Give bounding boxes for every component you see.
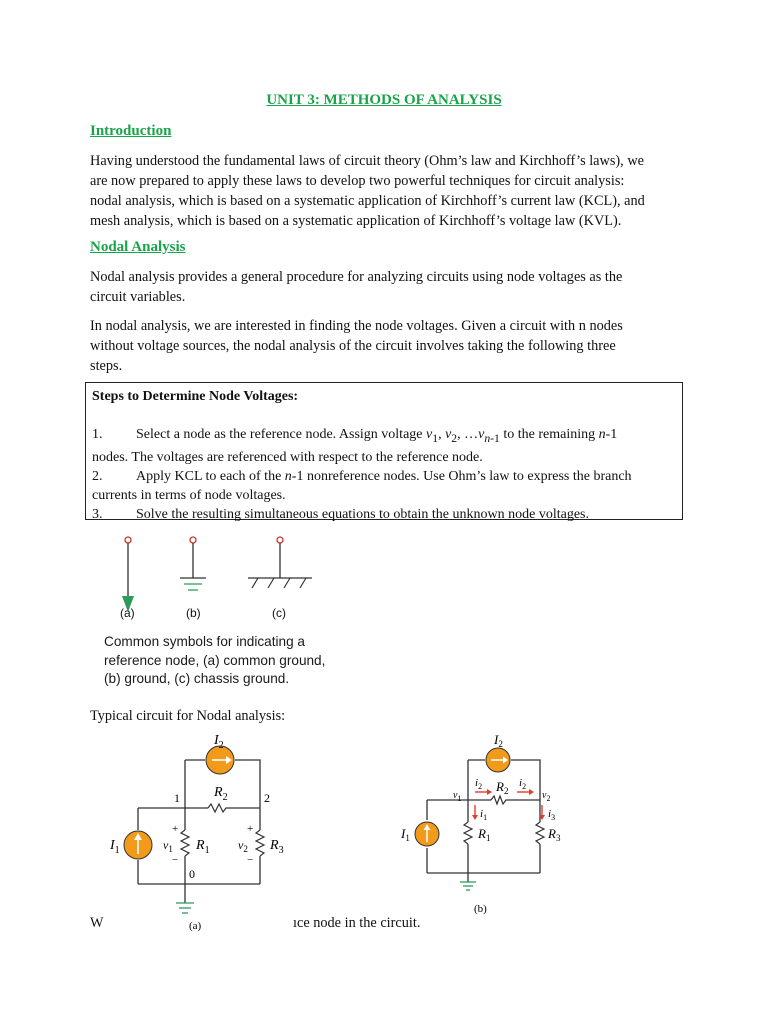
circuit-a-diagram [100, 728, 300, 938]
step-3 [92, 505, 676, 524]
sep: , [438, 427, 446, 442]
label-current-i1: $i_1$ [480, 808, 488, 822]
nodal-paragraph-1 [90, 267, 690, 307]
caption-line: reference node, (a) common ground, [104, 652, 326, 668]
steps-box [85, 382, 683, 520]
nodal-line: circuit variables. [90, 289, 186, 305]
circuit-b-label: (b) [474, 903, 487, 915]
chassis-ground-symbol [248, 537, 312, 588]
step-text: nodes. The voltages are referenced with respect to the reference node. [92, 449, 483, 465]
caption-line: Common symbols for indicating a [104, 634, 305, 649]
label-current-i2-left: $i_2$ [475, 777, 483, 791]
var-n: n [598, 427, 606, 442]
r2-resistor [208, 804, 228, 812]
minus-v1: − [172, 854, 179, 866]
ground-label-b: (b) [186, 606, 201, 620]
label-v2: $v_2$ [238, 838, 248, 854]
step-2 [92, 467, 676, 505]
minus-v2: − [247, 854, 254, 866]
label-node-1: 1 [174, 791, 180, 805]
label-v2: $v_2$ [542, 790, 551, 803]
subscript: 1 [432, 431, 439, 445]
intro-heading: Introduction [90, 123, 172, 139]
step-text: currents in terms of node voltages. [92, 487, 286, 503]
subscript-rest: -1 [490, 431, 500, 445]
step-1 [92, 425, 676, 467]
label-current-i3: $i_3$ [548, 808, 556, 822]
label-v1: $v_1$ [453, 790, 462, 803]
intro-paragraph [90, 151, 690, 231]
r1-resistor [464, 822, 472, 844]
document-title: UNIT 3: METHODS OF ANALYSIS [266, 92, 502, 108]
plus-v2: + [247, 823, 254, 835]
label-node-2: 2 [264, 791, 270, 805]
ground-label-a: (a) [120, 606, 135, 620]
label-i2: $I_2$ [214, 733, 224, 751]
var-n: n [484, 431, 491, 445]
step-number: 2. [92, 468, 103, 484]
common-ground-symbol [122, 537, 134, 612]
label-current-i2-right: $i_2$ [519, 777, 527, 791]
label-r2: $R_2$ [496, 779, 509, 796]
r3-resistor [256, 830, 264, 856]
label-r2: $R_2$ [214, 785, 228, 803]
typical-circuit-text: Typical circuit for Nodal analysis: [90, 708, 286, 724]
nodal-line: without voltage sources, the nodal analysis of the circuit involves taking the following three [90, 338, 616, 354]
step-text: -1 nonreference nodes. Use Ohm’s law to express the branch [291, 468, 632, 484]
step-text: Solve the resulting simultaneous equations to obtain the unknown node voltages. [136, 506, 589, 522]
step-text: Select a node as the reference node. Assign voltage [136, 427, 427, 442]
ground-symbol [180, 537, 206, 590]
label-i1: $I_1$ [401, 826, 410, 843]
ground-label-c: (c) [272, 606, 286, 620]
caption-line: (b) ground, (c) chassis ground. [104, 671, 290, 686]
intro-line: Having understood the fundamental laws of circuit theory (Ohm’s law and Kirchhoff’s laws), we [90, 153, 644, 169]
partial-text-left: W [90, 915, 104, 931]
step-text: to the remaining [499, 427, 599, 442]
var-v: v [478, 427, 485, 442]
step-text: Apply KCL to each of the [136, 468, 285, 484]
var-v: v [445, 427, 452, 442]
nodal-paragraph-2 [90, 316, 690, 376]
ground-caption [104, 633, 364, 689]
label-v1: $v_1$ [163, 838, 173, 854]
nodal-heading: Nodal Analysis [90, 239, 186, 255]
nodal-line: In nodal analysis, we are interested in finding the node voltages. Given a circuit with n nodes [90, 318, 623, 334]
nodal-line: Nodal analysis provides a general procedure for analyzing circuits using node voltages as the [90, 269, 623, 285]
r3-resistor [536, 822, 544, 844]
label-r1: $R_1$ [478, 826, 491, 843]
var-n: n [284, 468, 292, 484]
label-r1: $R_1$ [196, 838, 210, 856]
r2-resistor [491, 796, 510, 804]
intro-line: are now prepared to apply these laws to develop two powerful techniques for circuit analysis: [90, 173, 625, 189]
label-i2: $I_2$ [494, 732, 503, 749]
steps-heading: Steps to Determine Node Voltages: [92, 389, 299, 404]
sep: , … [457, 427, 479, 442]
subscript [484, 432, 500, 445]
label-i1: $I_1$ [110, 838, 120, 856]
label-node-0: 0 [189, 867, 195, 881]
label-r3: $R_3$ [548, 826, 561, 843]
step-number: 1. [92, 427, 103, 442]
nodal-line: steps. [90, 358, 123, 374]
partial-text-right: ıce node in the circuit. [293, 915, 421, 931]
subscript: 2 [451, 431, 458, 445]
intro-line: nodal analysis, which is based on a systematic application of Kirchhoff’s current law (KCL), and [90, 193, 645, 209]
step-number: 3. [92, 506, 103, 522]
var-v: v [426, 427, 433, 442]
circuit-a-label: (a) [189, 920, 202, 932]
r1-resistor [181, 830, 189, 856]
plus-v1: + [172, 823, 179, 835]
circuit-b-diagram [395, 728, 575, 923]
label-r3: $R_3$ [270, 838, 284, 856]
intro-line: mesh analysis, which is based on a systematic application of Kirchhoff’s voltage law (KVL). [90, 213, 622, 229]
step-text: -1 [605, 427, 618, 442]
